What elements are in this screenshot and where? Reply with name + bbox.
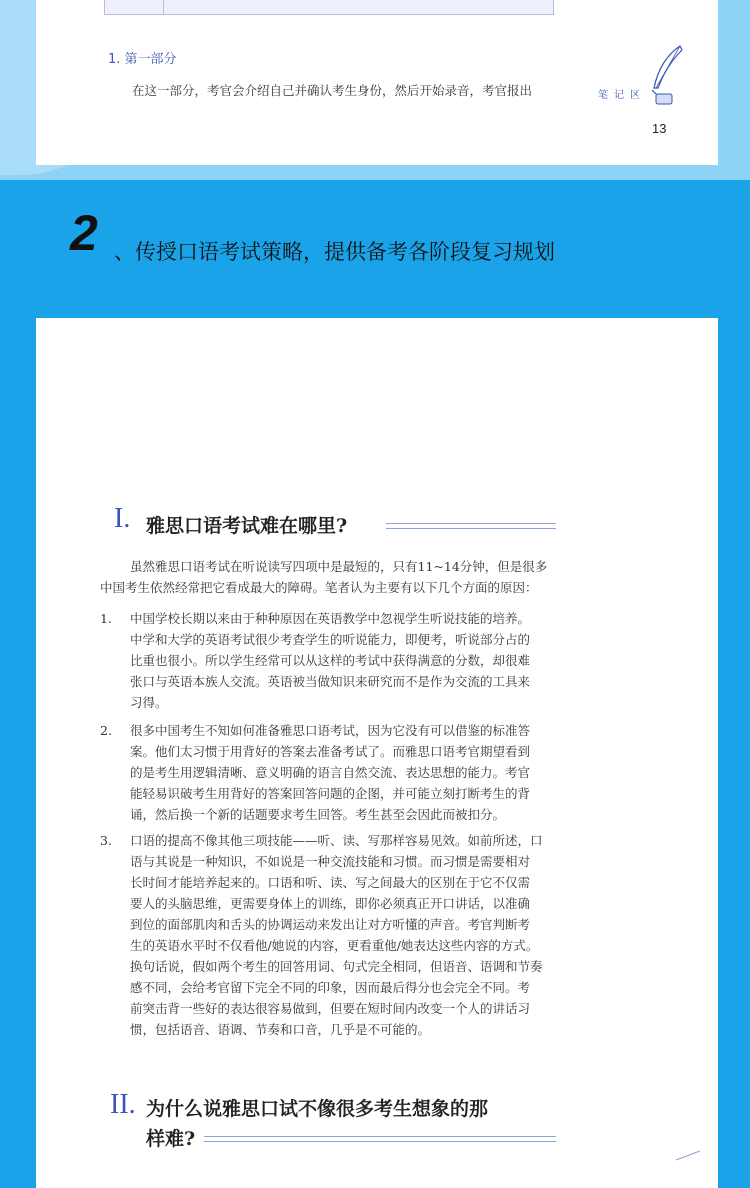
list-line: 的是考生用逻辑清晰、意义明确的语言自然交流、表达思想的能力。考官 <box>130 765 531 780</box>
list-line: 换句话说，假如两个考生的回答用词、句式完全相同，但语音、语调和节奏 <box>130 959 543 974</box>
list-text <box>130 608 562 713</box>
banner-title: 、传授口语考试策略，提供备考各阶段复习规划 <box>114 240 555 264</box>
list-line: 习得。 <box>130 695 168 710</box>
list-line: 语与其说是一种知识，不如说是一种交流技能和习惯。而习惯是需要相对 <box>130 854 531 869</box>
page-number: 13 <box>652 121 667 136</box>
section-title: 雅思口语考试难在哪里? <box>146 515 348 537</box>
intro-line: 虽然雅思口语考试在听说读写四项中是最短的，只有11~14分钟，但是很多 <box>130 559 548 574</box>
list-line: 前突击背一些好的表达很容易做到，但要在短时间内改变一个人的讲话习 <box>130 1001 531 1016</box>
list-line: 生的英语水平时不仅看他/她说的内容，更看重他/她表达这些内容的方式。 <box>130 938 539 953</box>
quill-icon <box>640 44 686 110</box>
list-line: 到位的面部肌肉和舌头的协调运动来发出让对方听懂的声音。考官判断考 <box>130 917 531 932</box>
table-fragment <box>104 0 554 15</box>
list-number: 3. <box>100 833 112 848</box>
list-line: 张口与英语本族人交流。英语被当做知识来研究而不是作为交流的工具来 <box>130 674 531 689</box>
list-line: 要人的头脑思维，更需要身体上的训练，即你必须真正开口讲话，以准确 <box>130 896 531 911</box>
list-line: 中学和大学的英语考试很少考查学生的听说能力，即便考，听说部分占的 <box>130 632 531 647</box>
list-line: 诵，然后换一个新的话题要求考生回答。考生甚至会因此而被扣分。 <box>130 807 506 822</box>
part-paragraph: 在这一部分，考官会介绍自己并确认考生身份，然后开始录音，考官报出 <box>132 83 533 98</box>
list-line: 口语的提高不像其他三项技能——听、读、写那样容易见效。如前所述，口 <box>130 833 543 848</box>
table-cell-divider <box>163 0 164 14</box>
quill-icon <box>672 1150 702 1161</box>
list-text <box>130 720 562 825</box>
section-title-line: 样难? <box>146 1128 196 1150</box>
list-line: 比重也很小。所以学生经常可以从这样的考试中获得满意的分数，却很难 <box>130 653 531 668</box>
part-heading: 1. 第一部分 <box>108 52 177 67</box>
intro-line: 中国考生依然经常把它看成最大的障碍。笔者认为主要有以下几个方面的原因： <box>100 580 538 595</box>
list-number: 1. <box>100 611 112 626</box>
list-line: 能轻易识破考生用背好的答案回答问题的企图，并可能立刻打断考生的背 <box>130 786 531 801</box>
list-line: 惯，包括语音、语调、节奏和口音，几乎是不可能的。 <box>130 1022 431 1037</box>
notes-area-label: 笔记区 <box>598 90 646 101</box>
list-text <box>130 830 562 1040</box>
list-number: 2. <box>100 723 112 738</box>
section-title-rule <box>386 523 556 529</box>
book-page-top <box>36 0 718 165</box>
section-number: II. <box>110 1089 136 1120</box>
list-line: 很多中国考生不知如何准备雅思口语考试，因为它没有可以借鉴的标准答 <box>130 723 531 738</box>
list-line: 感不同，会给考官留下完全不同的印象，因而最后得分也会完全不同。考 <box>130 980 531 995</box>
list-line: 案。他们太习惯于用背好的答案去准备考试了。而雅思口语考官期望看到 <box>130 744 531 759</box>
section-number: I. <box>114 503 131 534</box>
banner-number: 2 <box>70 205 98 261</box>
list-line: 长时间才能培养起来的。口语和听、读、写之间最大的区别在于它不仅需 <box>130 875 531 890</box>
section-title-line: 为什么说雅思口试不像很多考生想象的那 <box>146 1098 489 1120</box>
section-title-rule <box>204 1136 556 1142</box>
list-line: 中国学校长期以来由于种种原因在英语教学中忽视学生听说技能的培养。 <box>130 611 531 626</box>
intro-paragraph <box>100 556 562 598</box>
